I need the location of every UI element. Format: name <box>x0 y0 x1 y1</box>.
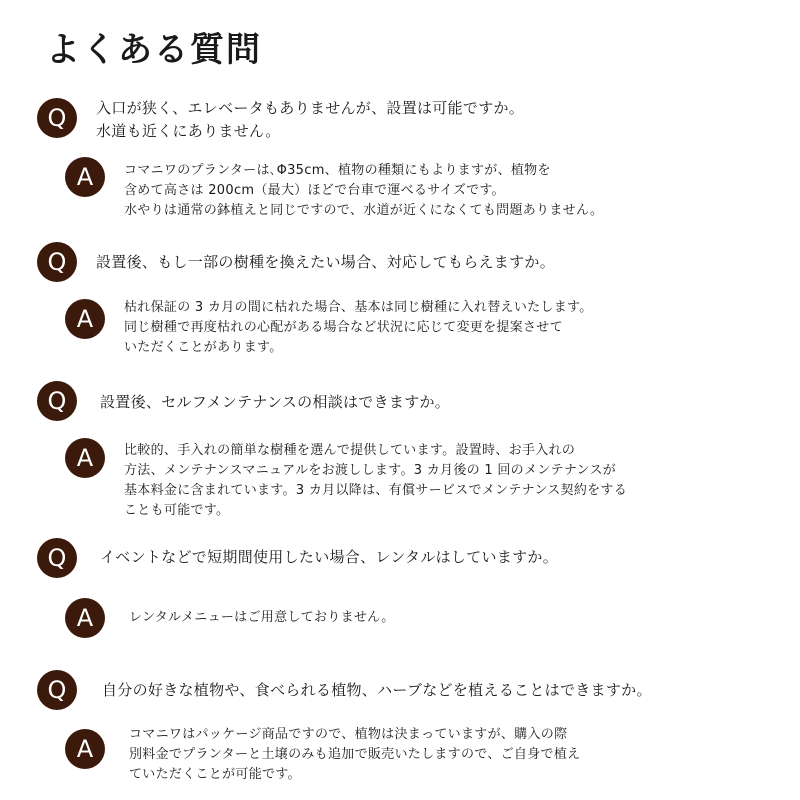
answer-line: 含めて高さは 200cm（最大）ほどで台車で運べるサイズです。 <box>124 183 505 198</box>
question-badge: Q <box>37 242 77 282</box>
answer-line: 同じ樹種で再度枯れの心配がある場合など状況に応じて変更を提案させて <box>124 320 563 335</box>
answer-line: 基本料金に含まれています。3 カ月以降は、有償サービスでメンテナンス契約をする <box>124 483 628 498</box>
answer-line: 水やりは通常の鉢植えと同じですので、水道が近くになくても問題ありません。 <box>124 203 604 218</box>
answer-line: ことも可能です。 <box>124 503 230 518</box>
question-badge: Q <box>37 381 77 421</box>
question-badge: Q <box>37 670 77 710</box>
question-line: 自分の好きな植物や、食べられる植物、ハーブなどを植えることはできますか。 <box>102 681 652 699</box>
answer-badge: A <box>65 299 105 339</box>
question-badge: Q <box>37 538 77 578</box>
answer-badge: A <box>65 157 105 197</box>
answer-line: いただくことがあります。 <box>124 340 283 355</box>
answer-line: 方法、メンテナンスマニュアルをお渡しします。3 カ月後の 1 回のメンテナンスが <box>124 463 617 478</box>
question-line: 入口が狭く、エレベータもありませんが、設置は可能ですか。 <box>96 99 525 117</box>
answer-text <box>129 608 395 628</box>
answer-line: 比較的、手入れの簡単な樹種を選んで提供しています。設置時、お手入れの <box>124 443 576 458</box>
answer-line: コマニワのプランターは､Φ35cm、植物の種類にもよりますが、植物を <box>124 163 551 178</box>
answer-badge: A <box>65 438 105 478</box>
answer-text <box>124 161 603 221</box>
question-line: 水道も近くにありません。 <box>96 122 281 140</box>
answer-line: コマニワはパッケージ商品ですので、植物は決まっていますが、購入の際 <box>129 727 568 742</box>
answer-line: 別料金でプランターと土壌のみも追加で販売いたしますので、ご自身で植え <box>129 747 581 762</box>
answer-text <box>124 441 627 521</box>
question-text <box>100 391 450 414</box>
question-text <box>102 679 652 702</box>
question-badge: Q <box>37 98 77 138</box>
question-line: 設置後、セルフメンテナンスの相談はできますか。 <box>100 393 451 411</box>
question-line: イベントなどで短期間使用したい場合、レンタルはしていますか。 <box>100 548 559 566</box>
question-text <box>100 546 558 569</box>
answer-text <box>124 298 593 358</box>
answer-badge: A <box>65 598 105 638</box>
answer-line: 枯れ保証の 3 カ月の間に枯れた場合、基本は同じ樹種に入れ替えいたします。 <box>124 300 593 315</box>
page-title: よくある質問 <box>46 30 262 70</box>
answer-text <box>129 725 580 785</box>
question-text <box>96 251 555 274</box>
question-line: 設置後、もし一部の樹種を換えたい場合、対応してもらえますか。 <box>96 253 556 271</box>
question-text <box>96 97 524 143</box>
answer-line: ていただくことが可能です。 <box>129 767 301 782</box>
answer-badge: A <box>65 729 105 769</box>
answer-line: レンタルメニューはご用意しておりません。 <box>129 610 395 625</box>
